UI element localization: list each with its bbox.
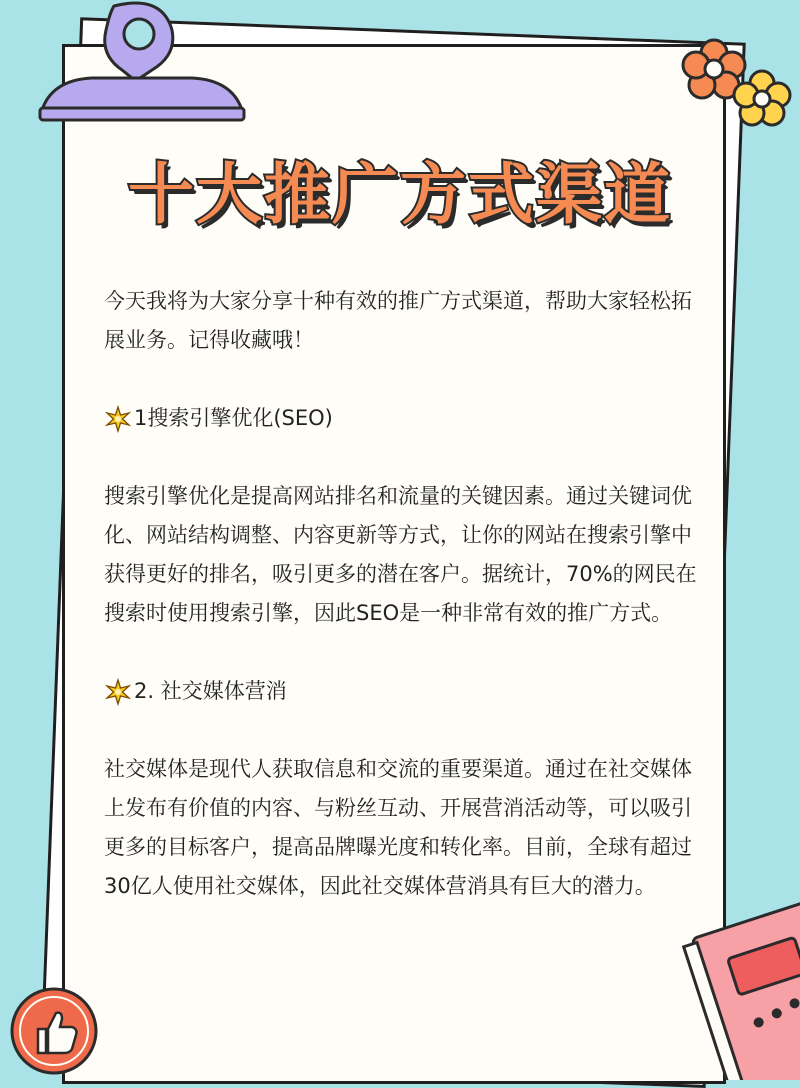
section-heading-seo (104, 399, 704, 438)
sparkle-star-icon (104, 678, 132, 706)
thumbs-up-icon (8, 985, 100, 1077)
paper-clip-icon (22, 0, 262, 125)
intro-paragraph: 今天我将为大家分享十种有效的推广方式渠道，帮助大家轻松拓展业务。记得收藏哦！ (104, 289, 692, 352)
page-title: 十大推广方式渠道 (128, 156, 672, 233)
notebook-icon (670, 900, 800, 1080)
section-heading-social (104, 672, 704, 711)
sparkle-star-icon (104, 405, 132, 433)
section-body-seo: 搜索引擎优化是提高网站排名和流量的关键因素。通过关键词优化、网站结构调整、内容更新等方式，让你的网站在搜索引擎中获得更好的排名，吸引更多的潜在客户。据统计，70%的网民在搜索时使用搜索引擎，因此SEO是一种非常有效的推广方式。 (104, 484, 697, 625)
section-body-social: 社交媒体是现代人获取信息和交流的重要渠道。通过在社交媒体上发布有价值的内容、与粉丝互动、开展营消活动等，可以吸引更多的目标客户，提高品牌曝光度和转化率。目前，全球有超过30亿人使用社交媒体，因此社交媒体营消具有巨大的潜力。 (104, 757, 692, 898)
section-heading-text: 1搜索引擎优化(SEO) (134, 406, 333, 430)
flower-icon (680, 35, 795, 135)
section-heading-text: 2. 社交媒体营消 (134, 679, 287, 703)
article-body (104, 282, 704, 906)
